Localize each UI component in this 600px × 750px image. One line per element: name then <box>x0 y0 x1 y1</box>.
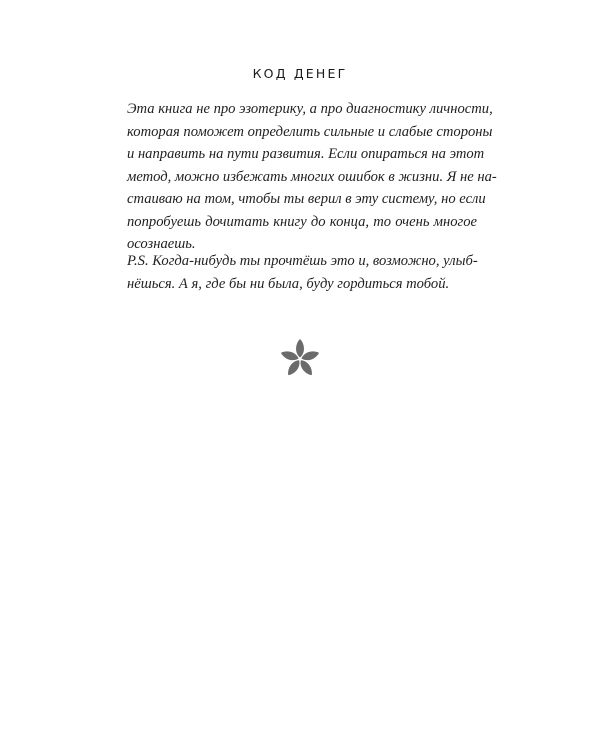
paragraph-dedication <box>127 98 497 256</box>
ornament-petal <box>296 339 304 358</box>
text-line: P.S. Когда-нибудь ты прочтёшь это и, возможно, улыб- <box>127 253 478 269</box>
text-line: стаиваю на том, чтобы ты верил в эту систему, но если <box>127 191 486 207</box>
ornament-petals <box>280 339 320 377</box>
ornament-petal <box>285 358 302 378</box>
text-line: нёшься. А я, где бы ни была, буду гордиться тобой. <box>127 275 450 292</box>
text-line: и направить на пути развития. Если опираться на этот <box>127 146 485 162</box>
text-line: метод, можно избежать многих ошибок в жизни. Я не на- <box>127 168 497 185</box>
ornament-petal <box>298 358 315 378</box>
text-line: Эта книга не про эзотерику, а про диагностику личности, <box>127 101 493 117</box>
paragraph-postscript <box>127 250 477 295</box>
text-line: которая поможет определить сильные и слабые стороны <box>127 123 493 140</box>
text-line: осознаешь. <box>127 236 196 252</box>
running-head: КОД ДЕНЕГ <box>252 66 348 81</box>
five-petal-flower-icon <box>279 338 321 380</box>
text-line: попробуешь дочитать книгу до конца, то очень многое <box>127 213 477 230</box>
